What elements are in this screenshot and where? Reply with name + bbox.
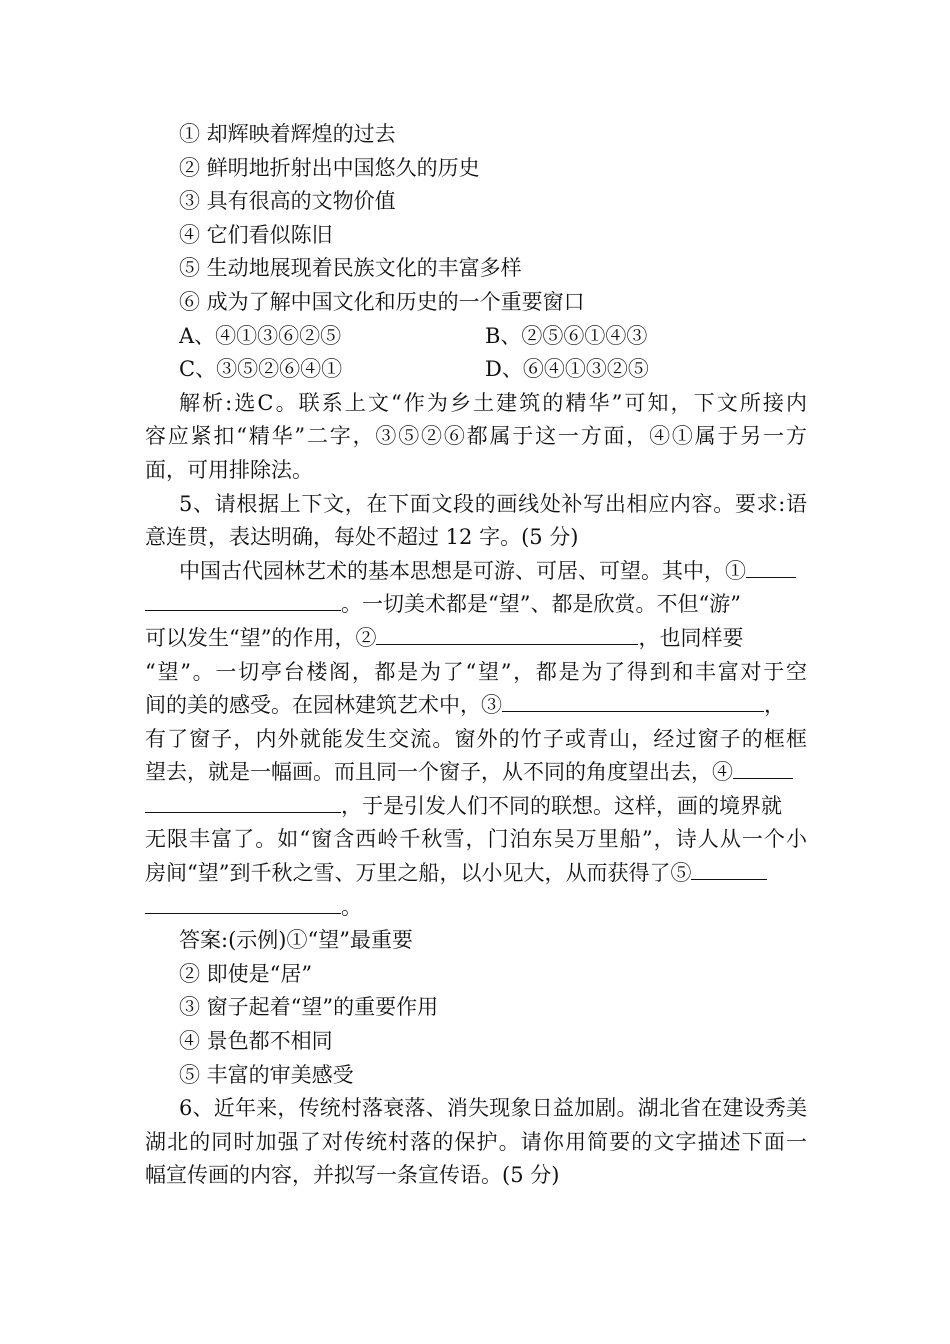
question-6-line-2: 湖北的同时加强了对传统村落的保护。请你用简要的文字描述下面一 <box>145 1129 807 1154</box>
option-item-5: ⑤ 生动地展现着民族文化的丰富多样 <box>179 256 522 281</box>
analysis-line-2: 容应紧扣“精华”二字，③⑤②⑥都属于这一方面，④①属于另一方 <box>145 424 807 449</box>
answer-blank-4-cont[interactable] <box>145 790 341 813</box>
answer-blank-2[interactable] <box>376 622 638 645</box>
passage-line-5 <box>145 689 807 723</box>
passage-line-7 <box>145 756 807 790</box>
choice-row-ab <box>145 320 807 354</box>
passage-text: 。一切美术都是“望”、都是欣赏。不但“游” <box>341 592 741 617</box>
analysis-line-1: 解析:选C。联系上文“作为乡土建筑的精华”可知，下文所接内 <box>179 390 807 415</box>
choice-row-cd <box>145 353 807 387</box>
answer-line-3: ③ 窗子起着“望”的重要作用 <box>179 995 439 1020</box>
passage-line-11 <box>145 891 807 925</box>
passage-line-10 <box>145 857 807 891</box>
choice-a: A、④①③⑥②⑤ <box>179 323 342 348</box>
passage-line-8 <box>145 790 807 824</box>
option-item-3: ③ 具有很高的文物价值 <box>179 189 396 214</box>
question-5-line-2: 意连贯，表达明确，每处不超过 12 字。(5 分) <box>145 525 579 550</box>
option-item-4: ④ 它们看似陈旧 <box>179 222 333 247</box>
answer-line-1: 答案:(示例)①“望”最重要 <box>179 928 413 953</box>
answer-line-5: ⑤ 丰富的审美感受 <box>179 1062 354 1087</box>
passage-line-2 <box>145 588 807 622</box>
question-5-line-1: 5、请根据上下文，在下面文段的画线处补写出相应内容。要求:语 <box>179 491 807 516</box>
passage-text: ，于是引发人们不同的联想。这样，画的境界就 <box>341 793 782 818</box>
option-item-1: ① 却辉映着辉煌的过去 <box>179 122 396 146</box>
passage-line-6: 有了窗子，内外就能发生交流。窗外的竹子或青山，经过窗子的框框 <box>145 726 807 751</box>
answer-blank-1[interactable] <box>746 555 796 578</box>
passage-line-1 <box>145 555 807 589</box>
passage-text: ，也同样要 <box>638 625 744 650</box>
passage-text: 可以发生“望”的作用，② <box>145 625 377 650</box>
choice-c: C、③⑤②⑥④① <box>179 357 343 382</box>
passage-line-9: 无限丰富了。如“窗含西岭千秋雪，门泊东吴万里船”，诗人从一个小 <box>145 827 807 852</box>
choice-d: D、⑥④①③②⑤ <box>485 357 649 382</box>
option-item-6: ⑥ 成为了解中国文化和历史的一个重要窗口 <box>179 289 585 314</box>
passage-text: ， <box>764 693 785 718</box>
passage-text: 房间“望”到千秋之雪、万里之船，以小见大，从而获得了⑤ <box>145 861 692 886</box>
answer-blank-5-cont[interactable] <box>145 891 341 914</box>
passage-line-4: “望”。一切亭台楼阁，都是为了“望”，都是为了得到和丰富对于空 <box>145 659 807 684</box>
answer-blank-4[interactable] <box>733 756 793 779</box>
analysis-line-3: 面，可用排除法。 <box>145 457 313 482</box>
answer-blank-5[interactable] <box>691 857 767 880</box>
answer-line-4: ④ 景色都不相同 <box>179 1029 333 1054</box>
passage-text: 间的美的感受。在园林建筑艺术中，③ <box>145 693 502 718</box>
document-page <box>145 118 807 1193</box>
question-6-line-3: 幅宣传画的内容，并拟写一条宣传语。(5 分) <box>145 1163 560 1188</box>
question-6-line-1: 6、近年来，传统村落衰落、消失现象日益加剧。湖北省在建设秀美 <box>179 1096 807 1121</box>
passage-text: 望去，就是一幅画。而且同一个窗子，从不同的角度望出去，④ <box>145 760 733 785</box>
passage-text: 中国古代园林艺术的基本思想是可游、可居、可望。其中，① <box>179 558 746 583</box>
passage-text: 。 <box>341 894 362 919</box>
passage-line-3 <box>145 622 807 656</box>
choice-b: B、②⑤⑥①④③ <box>485 323 648 348</box>
option-item-2: ② 鲜明地折射出中国悠久的历史 <box>179 155 480 180</box>
answer-blank-3[interactable] <box>502 689 764 712</box>
answer-line-2: ② 即使是“居” <box>179 961 313 986</box>
answer-blank-1-cont[interactable] <box>145 588 341 611</box>
